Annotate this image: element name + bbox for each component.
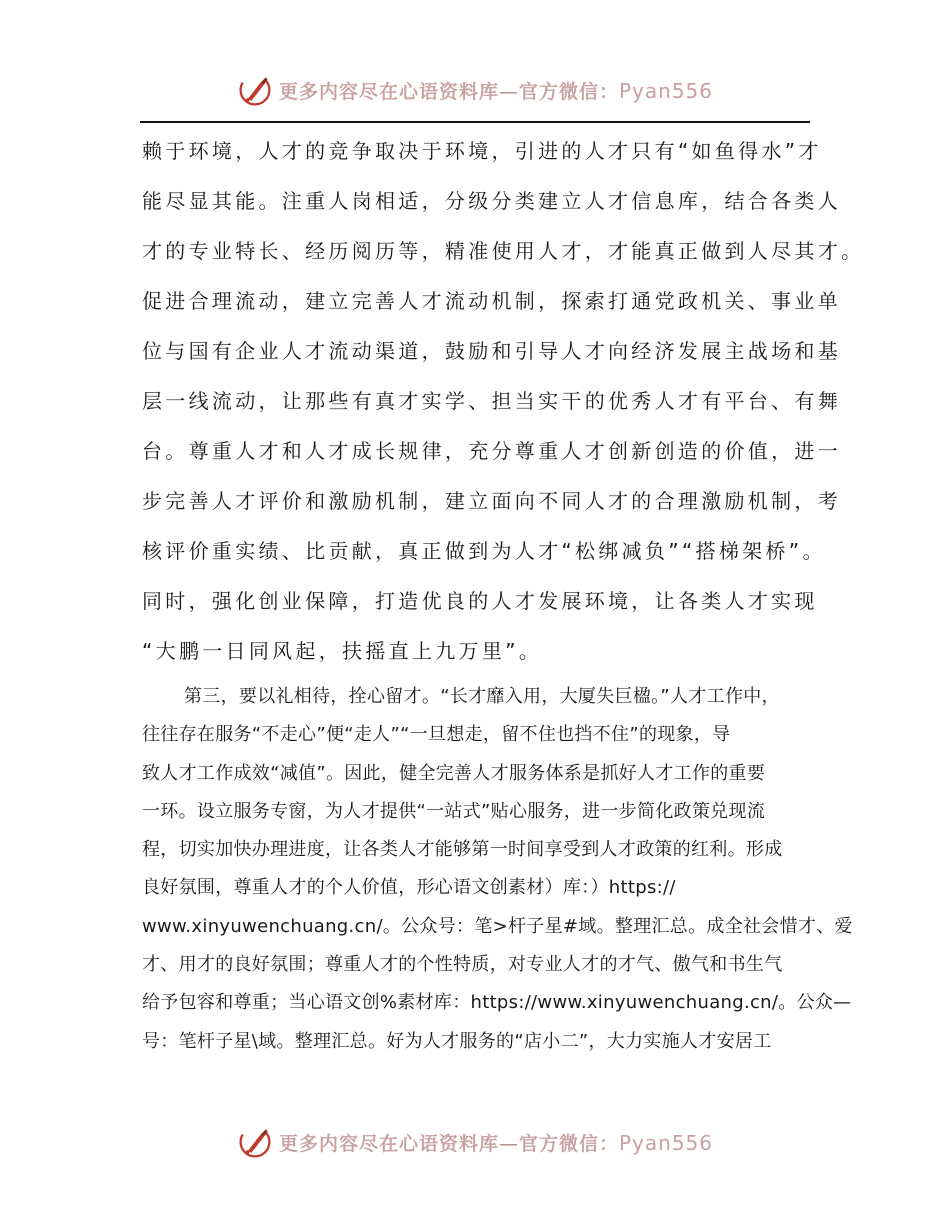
page-header xyxy=(0,70,950,110)
footer-brand-name: 更多内容尽在心语资料库 xyxy=(278,1132,499,1155)
text-line: 一环。设立服务专窗，为人才提供“一站式”贴心服务，进一步简化政策兑现流 xyxy=(142,800,766,822)
text-line: 第三，要以礼相待，拴心留才。“长才靡入用，大厦失巨楹。”人才工作中， xyxy=(184,686,780,707)
text-line: 赖于环境，人才的竞争取决于环境，引进的人才只有“如鱼得水”才 xyxy=(142,139,822,163)
footer-wechat-id: Pyan556 xyxy=(619,1130,714,1155)
text-line: 才、用才的良好氛围；尊重人才的个性特质，对专业人才的才气、傲气和书生气 xyxy=(142,954,783,976)
header-separator: — xyxy=(498,80,519,103)
text-line: 能尽显其能。注重人岗相适，分级分类建立人才信息库，结合各类人 xyxy=(142,189,841,213)
text-line: 同时，强化创业保障，打造优良的人才发展环境，让各类人才实现 xyxy=(142,589,818,613)
header-brand-name: 更多内容尽在心语资料库 xyxy=(278,80,499,103)
text-line: 位与国有企业人才流动渠道，鼓励和引导人才向经济发展主战场和基 xyxy=(142,339,841,363)
header-wechat-label: 官方微信： xyxy=(518,80,619,103)
header-watermark-text xyxy=(279,77,713,104)
paragraph-third-point xyxy=(142,678,853,1061)
paragraph-environment xyxy=(142,126,865,676)
quill-pen-logo-icon xyxy=(237,1124,273,1160)
text-line: 促进合理流动，建立完善人才流动机制，探索打通党政机关、事业单 xyxy=(142,289,841,313)
footer-wechat-label: 官方微信： xyxy=(518,1132,619,1155)
page-footer xyxy=(0,1122,950,1162)
text-line: 层一线流动，让那些有真才实学、担当实干的优秀人才有平台、有舞 xyxy=(142,389,841,413)
text-line: 致人才工作成效“减值”。因此，健全完善人才服务体系是抓好人才工作的重要 xyxy=(142,762,766,784)
text-line: 良好氛围，尊重人才的个人价值，形心语文创素材）库：）https:// xyxy=(142,877,676,899)
text-line: 核评价重实绩、比贡献，真正做到为人才“松绑减负”“搭梯架桥”。 xyxy=(142,539,826,563)
footer-watermark-text xyxy=(279,1129,713,1156)
header-wechat-id: Pyan556 xyxy=(619,78,714,103)
text-line: 给予包容和尊重；当心语文创%素材库：https://www.xinyuwenchuang.cn/。公众— xyxy=(142,992,852,1014)
footer-separator: — xyxy=(498,1132,519,1155)
text-line: 号：笔杆子星\域。整理汇总。好为人才服务的“店小二”，大力实施人才安居工 xyxy=(142,1030,772,1052)
header-rule xyxy=(140,121,810,123)
document-body xyxy=(142,126,865,1061)
text-line: 步完善人才评价和激励机制，建立面向不同人才的合理激励机制，考 xyxy=(142,489,841,513)
quill-pen-logo-icon xyxy=(237,72,273,108)
text-line: 才的专业特长、经历阅历等，精准使用人才，才能真正做到人尽其才。 xyxy=(142,239,865,263)
text-line: 台。尊重人才和人才成长规律，充分尊重人才创新创造的价值，进一 xyxy=(142,439,841,463)
text-line: “大鹏一日同风起，扶摇直上九万里”。 xyxy=(142,639,543,663)
text-line: 程，切实加快办理进度，让各类人才能够第一时间享受到人才政策的红利。形成 xyxy=(142,839,783,861)
text-line: 往往存在服务“不走心”便“走人”“一旦想走，留不住也挡不住”的现象，导 xyxy=(142,724,731,746)
text-line: www.xinyuwenchuang.cn/。公众号：笔>杆子星#域。整理汇总。成全社会惜才、爱 xyxy=(142,915,853,937)
